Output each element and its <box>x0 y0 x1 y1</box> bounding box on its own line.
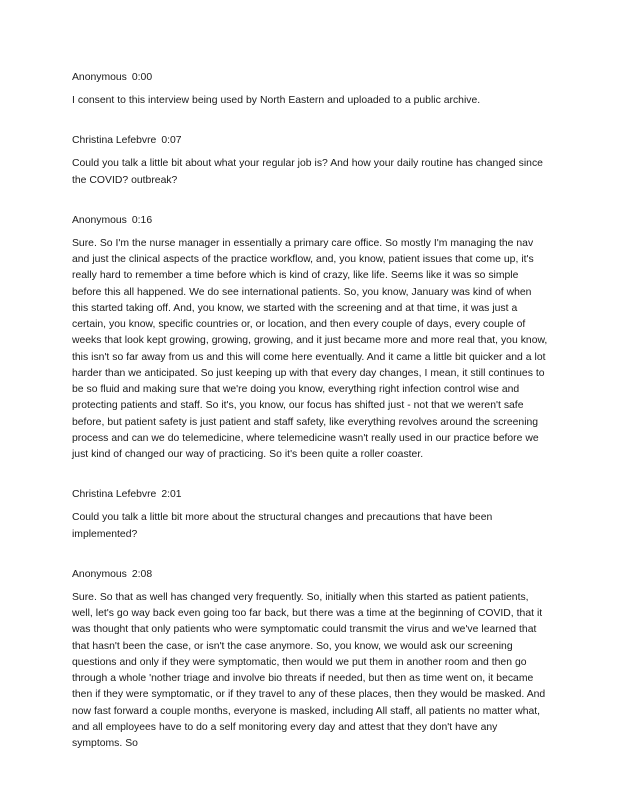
speaker-name: Anonymous <box>72 214 127 226</box>
transcript-entry <box>72 70 548 109</box>
utterance-text: Sure. So that as well has changed very frequently. So, initially when this started as patient patients, well, let's go way back even going too far back, but there was a time at the beginning of COVID, that it was thought that only patients who were symptomatic could transmit the virus and we've learned that that hasn't been the case, or isn't the case anymore. So, you know, we would ask our screening questions and only if they were symptomatic, then would we put them in another room and then go through a whole 'nother triage and involve bio threats if needed, but then as time went on, it became then if they were symptomatic, or if they travel to any of these places, then they would be masked. And now fast forward a couple months, everyone is masked, including All staff, all patients no matter what, and all employees have to do a self monitoring every day and attest that they don't have any symptoms. So <box>72 591 546 749</box>
speaker-line <box>72 567 548 582</box>
timestamp: 2:01 <box>161 489 182 501</box>
utterance-text: I consent to this interview being used by North Eastern and uploaded to a public archive. <box>72 95 481 106</box>
transcript-entry <box>72 213 548 464</box>
speaker-line <box>72 70 548 85</box>
speaker-name: Anonymous <box>72 72 127 83</box>
speaker-name: Anonymous <box>72 568 127 580</box>
transcript-entry <box>72 487 548 543</box>
timestamp: 2:08 <box>131 568 153 580</box>
transcript-entry <box>72 567 548 753</box>
utterance-text: Could you talk a little bit about what your regular job is? And how your daily routine has changed since the COVID? outbreak? <box>72 158 543 186</box>
timestamp: 0:07 <box>161 135 182 147</box>
timestamp: 0:16 <box>131 214 153 226</box>
speaker-name: Christina Lefebvre <box>72 489 157 501</box>
utterance-text: Could you talk a little bit more about the structural changes and precautions that have been implemented? <box>72 512 493 540</box>
speaker-line <box>72 213 548 228</box>
speaker-line <box>72 133 548 148</box>
speaker-name: Christina Lefebvre <box>72 135 157 147</box>
speaker-line <box>72 487 548 502</box>
timestamp: 0:00 <box>131 72 153 83</box>
transcript-entry <box>72 133 548 189</box>
transcript <box>72 70 548 752</box>
utterance-text: Sure. So I'm the nurse manager in essentially a primary care office. So mostly I'm managing the nav and just the clinical aspects of the practice workflow, and, you know, patient issues that come up, it's really hard to remember a time before which is kind of crazy, like life. Seems like it was so simple before this all happened. We do see international patients. So, you know, January was kind of when this started taking off. And, you know, we started with the screening and at that time, it was just a certain, you know, specific countries or, or location, and then every couple of days, every couple of weeks that look kept growing, growing, growing, and it just became more and more real that, you know, this isn't so far away from us and this will come here eventually. And it came a little bit quicker and a lot harder than we anticipated. So just keeping up with that every day changes, I mean, it still continues to be so fluid and making sure that we're doing you know, everything right infection control wise and protecting patients and staff. So it's, you know, our focus has shifted just - not that we weren't safe before, but patient safety is just patient and staff safety, like everything revolves around the screening process and can we do telemedicine, where telemedicine wasn't really used in our practice before we just kind of changed our way of practicing. So it's been quite a roller coaster. <box>72 237 548 460</box>
